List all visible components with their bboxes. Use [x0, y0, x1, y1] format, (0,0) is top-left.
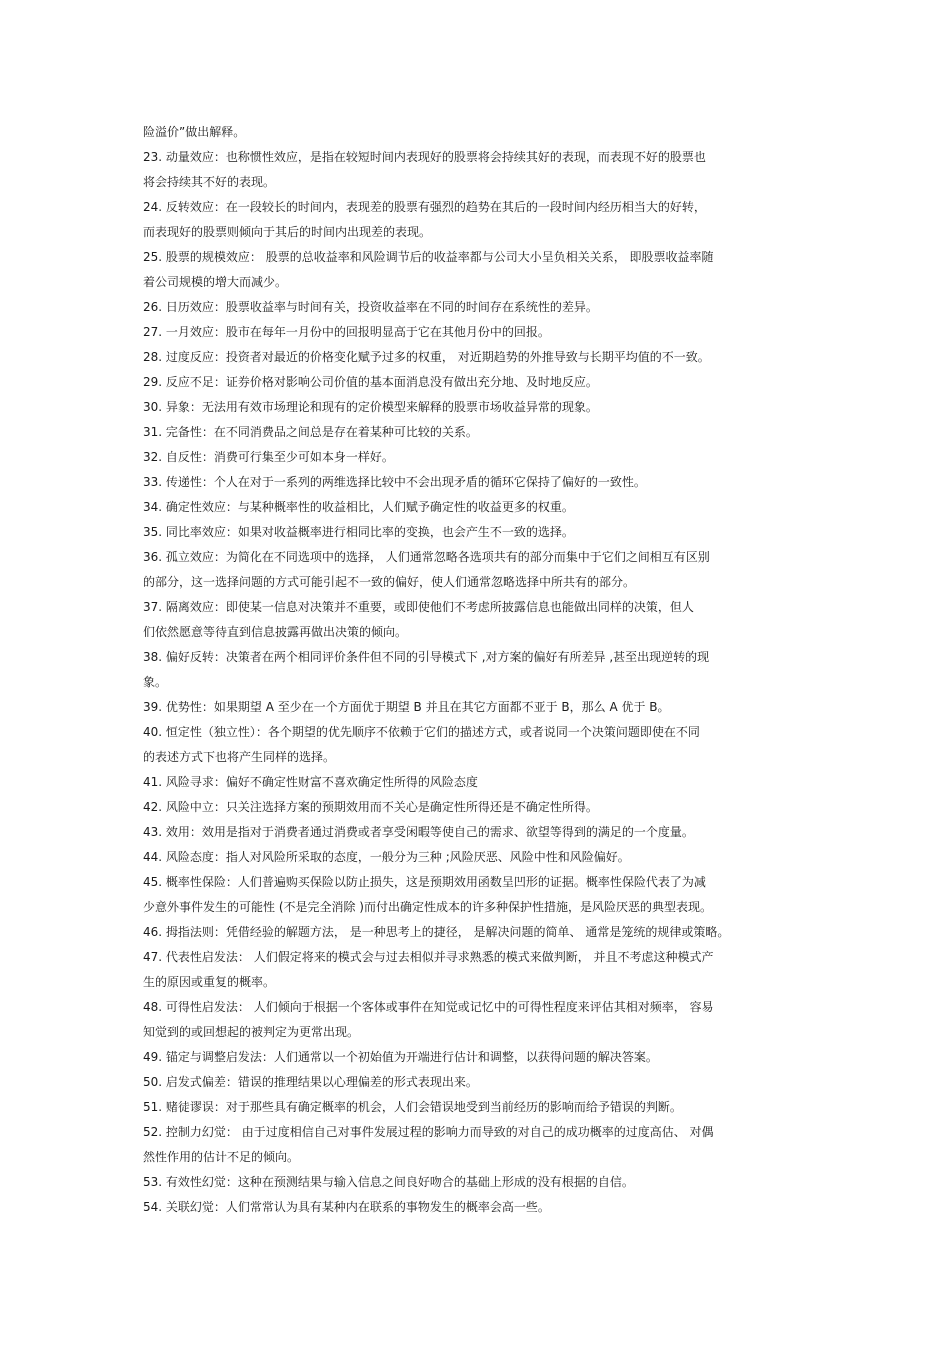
text-line: 而表现好的股票则倾向于其后的时间内出现差的表现。	[143, 225, 432, 239]
text-line: 41. 风险寻求：偏好不确定性财富不喜欢确定性所得的风险态度	[143, 775, 478, 789]
text-line: 们依然愿意等待直到信息披露再做出决策的倾向。	[143, 625, 408, 639]
text-line: 然性作用的估计不足的倾向。	[143, 1150, 300, 1164]
text-line: 50. 启发式偏差：错误的推理结果以心理偏差的形式表现出来。	[143, 1075, 478, 1089]
text-line: 28. 过度反应：投资者对最近的价格变化赋予过多的权重， 对近期趋势的外推导致与长期平均值的不一致。	[143, 350, 710, 364]
text-line: 35. 同比率效应：如果对收益概率进行相同比率的变换，也会产生不一致的选择。	[143, 525, 574, 539]
text-line: 54. 关联幻觉：人们常常认为具有某种内在联系的事物发生的概率会高一些。	[143, 1200, 550, 1214]
text-line: 的部分，这一选择问题的方式可能引起不一致的偏好，使人们通常忽略选择中所共有的部分。	[143, 575, 636, 589]
text-line: 30. 异象：无法用有效市场理论和现有的定价模型来解释的股票市场收益异常的现象。	[143, 400, 598, 414]
text-line: 53. 有效性幻觉：这种在预测结果与输入信息之间良好吻合的基础上形成的没有根据的自信。	[143, 1175, 634, 1189]
text-line: 45. 概率性保险：人们普遍购买保险以防止损失，这是预期效用函数呈凹形的证据。概率性保险代表了为减	[143, 875, 706, 889]
text-line: 着公司规模的增大而减少。	[143, 275, 288, 289]
text-line: 43. 效用：效用是指对于消费者通过消费或者享受闲暇等使自己的需求、欲望等得到的满足的一个度量。	[143, 825, 694, 839]
text-line: 40. 恒定性（独立性）：各个期望的优先顺序不依赖于它们的描述方式，或者说同一个决策问题即使在不同	[143, 725, 700, 739]
text-line: 44. 风险态度：指人对风险所采取的态度，一般分为三种 ;风险厌恶、风险中性和风险偏好。	[143, 850, 630, 864]
text-line: 42. 风险中立：只关注选择方案的预期效用而不关心是确定性所得还是不确定性所得。	[143, 800, 598, 814]
text-line: 49. 锚定与调整启发法：人们通常以一个初始值为开端进行估计和调整，以获得问题的解决答案。	[143, 1050, 658, 1064]
text-line: 29. 反应不足：证券价格对影响公司价值的基本面消息没有做出充分地、及时地反应。	[143, 375, 598, 389]
text-line: 27. 一月效应：股市在每年一月份中的回报明显高于它在其他月份中的回报。	[143, 325, 550, 339]
text-line: 险溢价”做出解释。	[143, 125, 246, 139]
text-line: 象。	[143, 675, 168, 689]
text-line: 的表述方式下也将产生同样的选择。	[143, 750, 336, 764]
text-line: 52. 控制力幻觉： 由于过度相信自己对事件发展过程的影响力而导致的对自己的成功概率的过度高估、 对偶	[143, 1125, 714, 1139]
document-body	[143, 120, 813, 1220]
text-line: 25. 股票的规模效应： 股票的总收益率和风险调节后的收益率都与公司大小呈负相关关系， 即股票收益率随	[143, 250, 714, 264]
text-line: 39. 优势性：如果期望 A 至少在一个方面优于期望 B 并且在其它方面都不亚于 B，那么 A 优于 B。	[143, 700, 670, 714]
text-line: 34. 确定性效应：与某种概率性的收益相比，人们赋予确定性的收益更多的权重。	[143, 500, 574, 514]
text-line: 48. 可得性启发法： 人们倾向于根据一个客体或事件在知觉或记忆中的可得性程度来评估其相对频率， 容易	[143, 1000, 714, 1014]
text-line: 少意外事件发生的可能性 (不是完全消除 )而付出确定性成本的许多种保护性措施，是风险厌恶的典型表现。	[143, 900, 712, 914]
text-line: 31. 完备性：在不同消费品之间总是存在着某种可比较的关系。	[143, 425, 478, 439]
text-line: 47. 代表性启发法： 人们假定将来的模式会与过去相似并寻求熟悉的模式来做判断， 并且不考虑这种模式产	[143, 950, 714, 964]
text-line: 33. 传递性：个人在对于一系列的两维选择比较中不会出现矛盾的循环它保持了偏好的一致性。	[143, 475, 646, 489]
text-line: 38. 偏好反转：决策者在两个相同评价条件但不同的引导模式下 ,对方案的偏好有所差异 ,甚至出现逆转的现	[143, 650, 710, 664]
text-line: 36. 孤立效应：为简化在不同选项中的选择， 人们通常忽略各选项共有的部分而集中于它们之间相互有区别	[143, 550, 710, 564]
text-line: 26. 日历效应：股票收益率与时间有关，投资收益率在不同的时间存在系统性的差异。	[143, 300, 598, 314]
text-line: 生的原因或重复的概率。	[143, 975, 276, 989]
text-line: 将会持续其不好的表现。	[143, 175, 276, 189]
text-line: 24. 反转效应：在一段较长的时间内，表现差的股票有强烈的趋势在其后的一段时间内经历相当大的好转，	[143, 200, 706, 214]
text-line: 51. 赌徒谬误：对于那些具有确定概率的机会，人们会错误地受到当前经历的影响而给予错误的判断。	[143, 1100, 682, 1114]
text-line: 46. 拇指法则：凭借经验的解题方法， 是一种思考上的捷径， 是解决问题的简单、 通常是笼统的规律或策略。	[143, 925, 730, 939]
text-line: 知觉到的或回想起的被判定为更常出现。	[143, 1025, 360, 1039]
text-line: 37. 隔离效应：即使某一信息对决策并不重要，或即使他们不考虑所披露信息也能做出同样的决策，但人	[143, 600, 694, 614]
text-line: 23. 动量效应：也称惯性效应，是指在较短时间内表现好的股票将会持续其好的表现，而表现不好的股票也	[143, 150, 706, 164]
text-line: 32. 自反性：消费可行集至少可如本身一样好。	[143, 450, 394, 464]
